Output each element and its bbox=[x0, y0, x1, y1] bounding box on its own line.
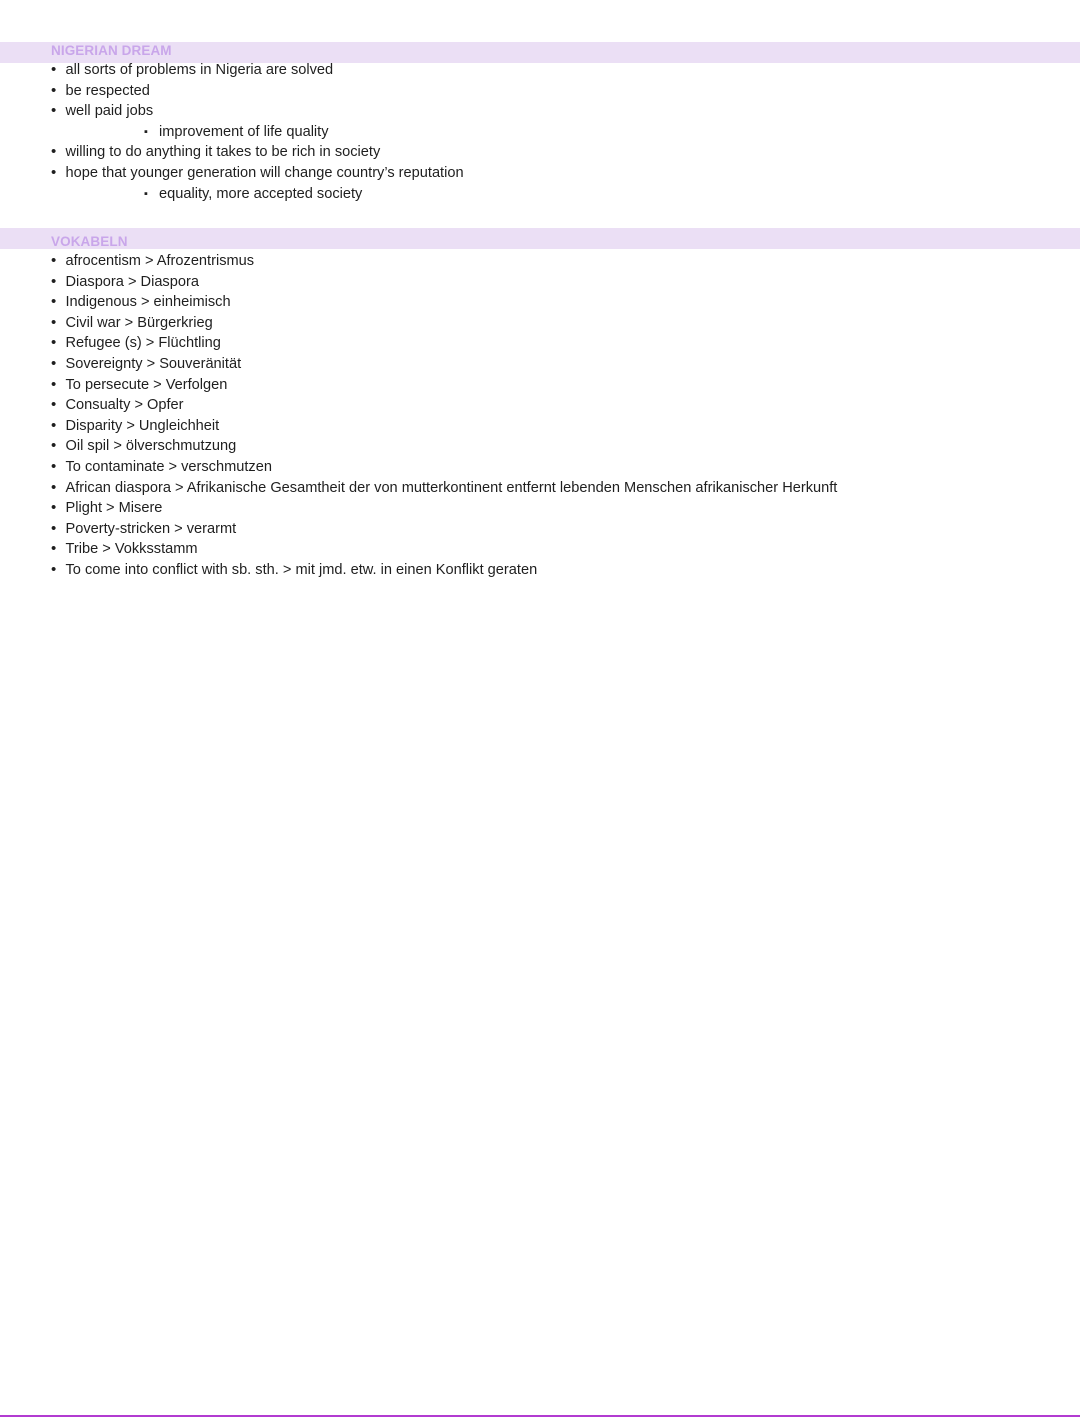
bullet-icon: • bbox=[51, 540, 57, 558]
sub-list-item: ▪ improvement of life quality bbox=[51, 122, 464, 143]
nigerian-dream-list bbox=[51, 60, 464, 204]
bullet-icon: • bbox=[51, 334, 57, 352]
sub-list-item: ▪ equality, more accepted society bbox=[51, 184, 464, 205]
bullet-icon: • bbox=[51, 102, 57, 120]
list-item: • Civil war > Bürgerkrieg bbox=[51, 313, 837, 334]
bullet-icon: • bbox=[51, 437, 57, 455]
bullet-icon: • bbox=[51, 396, 57, 414]
list-item: • Consualty > Opfer bbox=[51, 395, 837, 416]
bullet-icon: • bbox=[51, 293, 57, 311]
vokabeln-list bbox=[51, 251, 837, 581]
list-item: • Indigenous > einheimisch bbox=[51, 292, 837, 313]
list-item: • Oil spil > ölverschmutzung bbox=[51, 436, 837, 457]
list-item: • hope that younger generation will change country’s reputation bbox=[51, 163, 464, 184]
bullet-icon: • bbox=[51, 416, 57, 434]
list-item: • To come into conflict with sb. sth. > mit jmd. etw. in einen Konflikt geraten bbox=[51, 560, 837, 581]
list-item: • To persecute > Verfolgen bbox=[51, 375, 837, 396]
list-item: • To contaminate > verschmutzen bbox=[51, 457, 837, 478]
list-item: • Poverty-stricken > verarmt bbox=[51, 519, 837, 540]
bullet-icon: • bbox=[51, 272, 57, 290]
bullet-icon: • bbox=[51, 499, 57, 517]
bullet-icon: • bbox=[51, 560, 57, 578]
bullet-icon: • bbox=[51, 252, 57, 269]
bullet-icon: • bbox=[51, 519, 57, 537]
list-item: • Tribe > Vokksstamm bbox=[51, 539, 837, 560]
bullet-icon: • bbox=[51, 375, 57, 393]
bullet-icon: • bbox=[51, 354, 57, 372]
small-bullet-icon: ▪ bbox=[144, 125, 148, 138]
list-item: • Sovereignty > Souveränität bbox=[51, 354, 837, 375]
list-item: • Plight > Misere bbox=[51, 498, 837, 519]
bullet-icon: • bbox=[51, 457, 57, 475]
list-item: • afrocentism > Afrozentrismus bbox=[51, 251, 837, 272]
vokabeln-band bbox=[0, 228, 1080, 249]
bullet-icon: • bbox=[51, 61, 57, 78]
section-title-vokabeln: VOKABELN bbox=[51, 234, 128, 249]
list-item: • African diaspora > Afrikanische Gesamtheit der von mutterkontinent entfernt lebenden Menschen afrikanischer Herkunft bbox=[51, 478, 837, 499]
bullet-icon: • bbox=[51, 478, 57, 496]
section-title-nigerian-dream: NIGERIAN DREAM bbox=[51, 43, 172, 58]
bullet-icon: • bbox=[51, 313, 57, 331]
list-item: • Diaspora > Diaspora bbox=[51, 272, 837, 293]
bullet-icon: • bbox=[51, 163, 57, 181]
list-item: • be respected bbox=[51, 81, 464, 102]
list-item: • Disparity > Ungleichheit bbox=[51, 416, 837, 437]
list-item: • all sorts of problems in Nigeria are solved bbox=[51, 60, 464, 81]
small-bullet-icon: ▪ bbox=[144, 187, 148, 200]
bullet-icon: • bbox=[51, 81, 57, 99]
list-item: • willing to do anything it takes to be rich in society bbox=[51, 142, 464, 163]
list-item: • Refugee (s) > Flüchtling bbox=[51, 333, 837, 354]
list-item: • well paid jobs bbox=[51, 101, 464, 122]
bullet-icon: • bbox=[51, 143, 57, 161]
